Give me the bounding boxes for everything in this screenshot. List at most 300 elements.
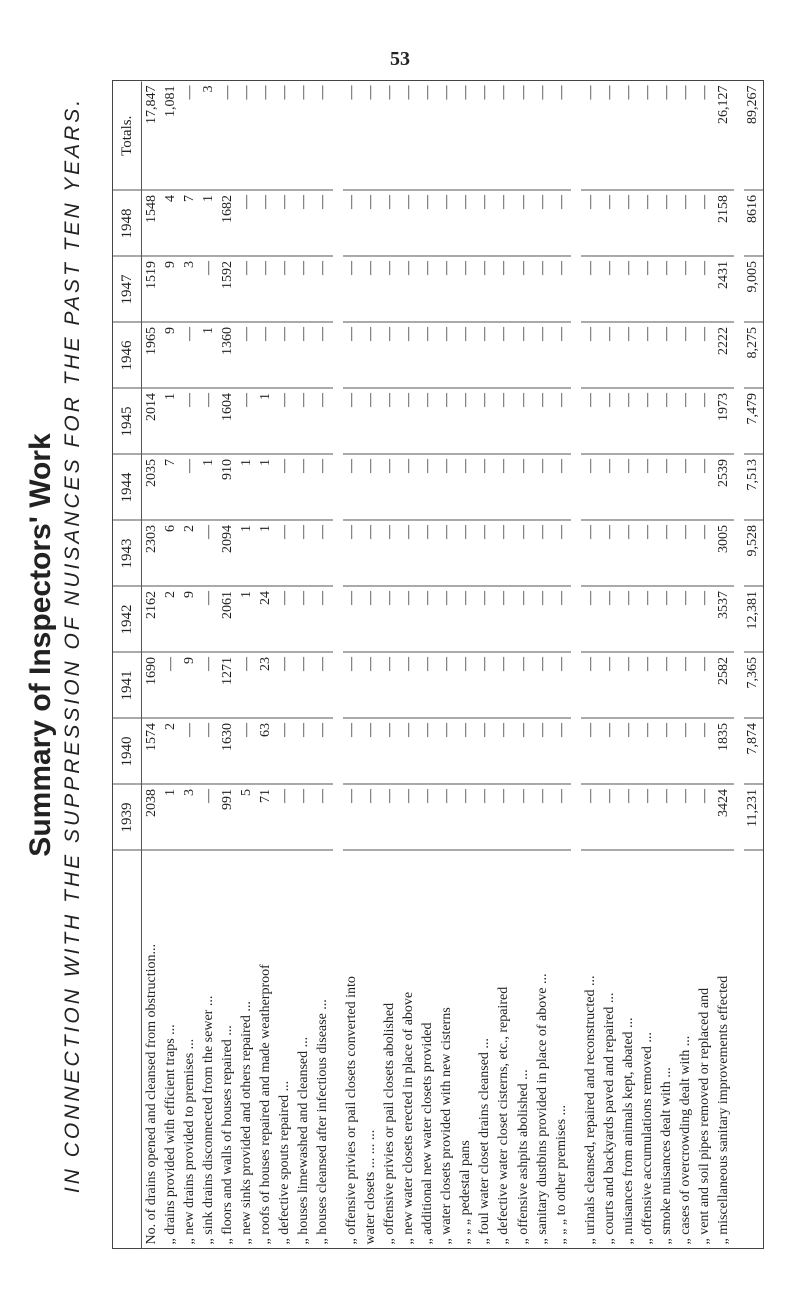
table-cell: — bbox=[161, 652, 180, 718]
table-body bbox=[142, 81, 764, 1248]
table-cell: — bbox=[362, 652, 381, 718]
table-cell: 2162 bbox=[142, 586, 162, 652]
table-cell: — bbox=[275, 454, 294, 520]
table-cell: 2158 bbox=[714, 190, 733, 256]
table-cell: — bbox=[552, 652, 571, 718]
table-cell: 1574 bbox=[142, 718, 162, 784]
table-cell: 2222 bbox=[714, 322, 733, 388]
table-cell: — bbox=[180, 322, 199, 388]
table-cell: 8616 bbox=[744, 190, 763, 256]
table-row bbox=[142, 81, 162, 1248]
row-label: „ miscellaneous sanitary improvements effected bbox=[715, 975, 731, 1244]
table-cell: — bbox=[552, 784, 571, 850]
header-year: 1942 bbox=[113, 586, 142, 652]
table-row bbox=[695, 81, 714, 1248]
table-cell: 1519 bbox=[142, 256, 162, 322]
table-row bbox=[161, 81, 180, 1248]
table-cell: — bbox=[294, 784, 313, 850]
table-cell: — bbox=[514, 652, 533, 718]
table-cell: — bbox=[619, 520, 638, 586]
table-cell: — bbox=[419, 81, 438, 190]
table-cell: — bbox=[294, 586, 313, 652]
table-cell: — bbox=[600, 784, 619, 850]
table-cell: — bbox=[343, 784, 362, 850]
table-row bbox=[237, 81, 256, 1248]
table-cell: — bbox=[343, 454, 362, 520]
page-title: Summary of Inspectors' Work bbox=[24, 433, 57, 857]
table-cell: 3 bbox=[199, 81, 218, 190]
row-label: „ smoke nuisances dealt with ... bbox=[658, 1066, 674, 1244]
table-cell: — bbox=[457, 190, 476, 256]
table-cell: 2539 bbox=[714, 454, 733, 520]
table-cell: — bbox=[695, 190, 714, 256]
table-row bbox=[744, 81, 763, 1248]
table-row bbox=[400, 81, 419, 1248]
table-cell: — bbox=[676, 190, 695, 256]
row-label: „ „ „ pedestal pans bbox=[458, 1139, 474, 1244]
table-cell: — bbox=[438, 718, 457, 784]
table-cell: — bbox=[400, 784, 419, 850]
table-cell: 2431 bbox=[714, 256, 733, 322]
table-cell: — bbox=[381, 454, 400, 520]
table-cell: 2038 bbox=[142, 784, 162, 850]
row-label: „ defective water closet cisterns, etc., repaired bbox=[496, 986, 512, 1244]
table-cell: 26,127 bbox=[714, 81, 733, 190]
table-cell: — bbox=[362, 322, 381, 388]
table-cell: — bbox=[495, 718, 514, 784]
table-cell: — bbox=[638, 190, 657, 256]
table-cell: — bbox=[657, 520, 676, 586]
table-cell: — bbox=[180, 718, 199, 784]
table-cell: 7,513 bbox=[744, 454, 763, 520]
table-cell: — bbox=[400, 520, 419, 586]
table-cell: — bbox=[419, 322, 438, 388]
table-cell: 910 bbox=[218, 454, 237, 520]
table-cell: 7 bbox=[180, 190, 199, 256]
table-cell: — bbox=[314, 81, 333, 190]
header-year: 1941 bbox=[113, 652, 142, 718]
summary-table-frame bbox=[112, 80, 764, 1249]
table-row bbox=[714, 81, 733, 1248]
row-label: „ new water closets erected in place of above bbox=[401, 991, 417, 1244]
table-cell: — bbox=[457, 322, 476, 388]
table-cell: 2 bbox=[161, 718, 180, 784]
table-cell: — bbox=[294, 520, 313, 586]
table-cell: — bbox=[362, 520, 381, 586]
row-label: „ drains provided with efficient traps ... bbox=[162, 1023, 178, 1244]
spacer-cell bbox=[571, 81, 581, 1248]
table-cell: 24 bbox=[256, 586, 275, 652]
table-cell: — bbox=[581, 454, 600, 520]
table-cell: — bbox=[552, 586, 571, 652]
table-row bbox=[438, 81, 457, 1248]
table-cell: 1271 bbox=[218, 652, 237, 718]
table-cell: — bbox=[381, 586, 400, 652]
table-cell: — bbox=[514, 322, 533, 388]
header-year: 1945 bbox=[113, 388, 142, 454]
table-cell: — bbox=[638, 454, 657, 520]
table-cell: 8,275 bbox=[744, 322, 763, 388]
table-cell: — bbox=[514, 784, 533, 850]
table-cell: 1 bbox=[237, 586, 256, 652]
header-totals: Totals. bbox=[113, 81, 142, 190]
table-cell: — bbox=[676, 652, 695, 718]
table-cell: — bbox=[619, 81, 638, 190]
spacer-cell bbox=[734, 81, 744, 1248]
table-cell: — bbox=[400, 81, 419, 190]
table-cell: 12,381 bbox=[744, 586, 763, 652]
summary-table-rotated bbox=[113, 81, 763, 1248]
table-cell: — bbox=[343, 388, 362, 454]
table-cell: — bbox=[314, 190, 333, 256]
table-cell: — bbox=[180, 388, 199, 454]
row-label: „ cases of overcrowding dealt with ... bbox=[677, 1035, 693, 1244]
table-row bbox=[199, 81, 218, 1248]
table-cell: 9,005 bbox=[744, 256, 763, 322]
table-row bbox=[180, 81, 199, 1248]
table-cell: — bbox=[314, 322, 333, 388]
row-label: „ offensive ashpits abolished ... bbox=[515, 1068, 531, 1244]
table-cell: — bbox=[457, 520, 476, 586]
row-label: „ offensive privies or pail closets converted into bbox=[344, 975, 360, 1244]
table-cell: — bbox=[400, 454, 419, 520]
table-cell: — bbox=[619, 652, 638, 718]
table-cell: — bbox=[199, 652, 218, 718]
table-cell: — bbox=[676, 454, 695, 520]
table-cell: — bbox=[256, 322, 275, 388]
table-cell: — bbox=[552, 256, 571, 322]
table-cell: — bbox=[400, 190, 419, 256]
table-cell: — bbox=[438, 256, 457, 322]
table-cell: — bbox=[343, 586, 362, 652]
table-cell: — bbox=[533, 718, 552, 784]
table-cell: — bbox=[495, 652, 514, 718]
table-cell: — bbox=[180, 454, 199, 520]
table-cell: 3005 bbox=[714, 520, 733, 586]
table-cell: — bbox=[343, 322, 362, 388]
table-cell: — bbox=[275, 520, 294, 586]
table-cell: 7,479 bbox=[744, 388, 763, 454]
table-row bbox=[600, 81, 619, 1248]
table-cell: — bbox=[457, 652, 476, 718]
table-cell: 1690 bbox=[142, 652, 162, 718]
table-cell: — bbox=[533, 784, 552, 850]
table-cell: — bbox=[676, 81, 695, 190]
table-cell: — bbox=[619, 454, 638, 520]
table-cell: — bbox=[256, 190, 275, 256]
table-cell: — bbox=[676, 586, 695, 652]
table-cell: 2094 bbox=[218, 520, 237, 586]
table-cell: — bbox=[362, 718, 381, 784]
table-cell: 2061 bbox=[218, 586, 237, 652]
header-year: 1943 bbox=[113, 520, 142, 586]
table-cell: — bbox=[294, 190, 313, 256]
table-cell: 3 bbox=[180, 784, 199, 850]
table-cell: — bbox=[362, 388, 381, 454]
table-cell: — bbox=[695, 322, 714, 388]
table-cell: 1 bbox=[256, 454, 275, 520]
row-label: „ houses limewashed and cleansed ... bbox=[296, 1036, 311, 1244]
table-cell: 9 bbox=[161, 322, 180, 388]
table-cell: — bbox=[581, 256, 600, 322]
table-cell: — bbox=[495, 322, 514, 388]
table-cell: 9 bbox=[161, 256, 180, 322]
table-cell: — bbox=[381, 388, 400, 454]
table-cell: — bbox=[275, 388, 294, 454]
table-cell: — bbox=[581, 322, 600, 388]
table-cell: — bbox=[600, 586, 619, 652]
table-cell: — bbox=[438, 652, 457, 718]
table-cell: — bbox=[400, 718, 419, 784]
table-cell: — bbox=[533, 190, 552, 256]
table-cell: — bbox=[533, 586, 552, 652]
table-cell: — bbox=[294, 388, 313, 454]
table-cell: — bbox=[419, 256, 438, 322]
header-year: 1947 bbox=[113, 256, 142, 322]
table-cell: — bbox=[695, 718, 714, 784]
row-label: „ nuisances from animals kept, abated ... bbox=[620, 1016, 636, 1244]
table-cell: — bbox=[514, 520, 533, 586]
table-cell: 1360 bbox=[218, 322, 237, 388]
table-cell: — bbox=[495, 784, 514, 850]
table-cell: — bbox=[362, 586, 381, 652]
row-label: „ sink drains disconnected from the sewer ... bbox=[200, 995, 216, 1244]
table-cell: — bbox=[381, 322, 400, 388]
table-cell: 7 bbox=[161, 454, 180, 520]
table-cell: 89,267 bbox=[744, 81, 763, 190]
table-cell: — bbox=[533, 81, 552, 190]
table-cell: — bbox=[581, 520, 600, 586]
table-cell: — bbox=[237, 190, 256, 256]
table-cell: — bbox=[438, 586, 457, 652]
table-cell: 1682 bbox=[218, 190, 237, 256]
table-cell: — bbox=[552, 454, 571, 520]
table-cell: — bbox=[581, 586, 600, 652]
table-cell: 1 bbox=[256, 520, 275, 586]
table-cell: — bbox=[362, 81, 381, 190]
table-row bbox=[362, 81, 381, 1248]
table-cell: — bbox=[218, 81, 237, 190]
table-cell: 1 bbox=[161, 388, 180, 454]
row-label: „ offensive accumulations removed ... bbox=[639, 1031, 655, 1244]
table-cell: — bbox=[419, 586, 438, 652]
table-cell: — bbox=[533, 322, 552, 388]
table-cell: — bbox=[476, 784, 495, 850]
table-cell: — bbox=[294, 81, 313, 190]
table-cell: — bbox=[438, 190, 457, 256]
table-cell: — bbox=[600, 190, 619, 256]
table-cell: — bbox=[695, 454, 714, 520]
table-cell: — bbox=[199, 388, 218, 454]
row-label: „ urinals cleansed, repaired and reconstructed ... bbox=[582, 975, 598, 1244]
table-cell: — bbox=[199, 520, 218, 586]
table-cell: — bbox=[419, 190, 438, 256]
table-cell: — bbox=[294, 454, 313, 520]
table-cell: 7,365 bbox=[744, 652, 763, 718]
table-cell: — bbox=[476, 652, 495, 718]
table-cell: — bbox=[600, 520, 619, 586]
table-cell: — bbox=[343, 81, 362, 190]
row-label: „ water closets provided with new cisterns bbox=[439, 1006, 455, 1244]
table-cell: — bbox=[533, 520, 552, 586]
table-cell: 3537 bbox=[714, 586, 733, 652]
row-label: „ houses cleansed after infectious disease ... bbox=[315, 998, 331, 1244]
table-cell: — bbox=[695, 388, 714, 454]
table-cell: — bbox=[294, 652, 313, 718]
table-cell: — bbox=[314, 652, 333, 718]
table-row bbox=[619, 81, 638, 1248]
table-cell: 3 bbox=[180, 256, 199, 322]
table-cell: 2 bbox=[161, 586, 180, 652]
table-cell: — bbox=[457, 718, 476, 784]
table-cell: — bbox=[400, 586, 419, 652]
row-label bbox=[744, 850, 763, 1248]
table-cell: — bbox=[199, 256, 218, 322]
table-cell: 1630 bbox=[218, 718, 237, 784]
row-label: water closets ... ... ... bbox=[363, 1129, 379, 1244]
table-cell: — bbox=[400, 652, 419, 718]
table-cell: — bbox=[657, 718, 676, 784]
table-cell: — bbox=[400, 256, 419, 322]
header-year: 1948 bbox=[113, 190, 142, 256]
table-cell: — bbox=[381, 190, 400, 256]
page-number: 53 bbox=[390, 48, 410, 70]
table-cell: — bbox=[476, 586, 495, 652]
table-cell: — bbox=[676, 256, 695, 322]
table-cell: — bbox=[695, 784, 714, 850]
table-cell: — bbox=[476, 388, 495, 454]
table-cell: — bbox=[552, 322, 571, 388]
table-cell: — bbox=[495, 190, 514, 256]
table-cell: — bbox=[237, 256, 256, 322]
table-row bbox=[581, 81, 600, 1248]
table-cell: — bbox=[676, 520, 695, 586]
table-cell: — bbox=[237, 322, 256, 388]
table-cell: — bbox=[619, 256, 638, 322]
table-row bbox=[476, 81, 495, 1248]
header-year: 1939 bbox=[113, 784, 142, 850]
table-cell: 1 bbox=[237, 520, 256, 586]
table-cell: — bbox=[400, 388, 419, 454]
table-cell: — bbox=[657, 388, 676, 454]
table-cell: — bbox=[495, 454, 514, 520]
table-cell: — bbox=[343, 256, 362, 322]
table-cell: — bbox=[638, 520, 657, 586]
header-year: 1940 bbox=[113, 718, 142, 784]
table-row bbox=[275, 81, 294, 1248]
table-cell: — bbox=[199, 718, 218, 784]
row-label: „ vent and soil pipes removed or replaced and bbox=[696, 987, 712, 1244]
table-cell: — bbox=[294, 718, 313, 784]
table-cell: 1 bbox=[199, 454, 218, 520]
table-cell: — bbox=[657, 256, 676, 322]
table-cell: — bbox=[343, 190, 362, 256]
table-cell: — bbox=[619, 190, 638, 256]
table-cell: 6 bbox=[161, 520, 180, 586]
table-cell: — bbox=[581, 190, 600, 256]
table-cell: — bbox=[275, 718, 294, 784]
table-cell: 71 bbox=[256, 784, 275, 850]
table-cell: 9,528 bbox=[744, 520, 763, 586]
table-cell: 3424 bbox=[714, 784, 733, 850]
table-cell: — bbox=[638, 388, 657, 454]
table-cell: — bbox=[533, 256, 552, 322]
table-cell: — bbox=[199, 586, 218, 652]
table-row bbox=[294, 81, 313, 1248]
table-cell: — bbox=[457, 256, 476, 322]
table-cell: — bbox=[438, 520, 457, 586]
table-cell: — bbox=[619, 586, 638, 652]
table-cell: — bbox=[419, 718, 438, 784]
table-cell: — bbox=[381, 520, 400, 586]
row-label: „ floors and walls of houses repaired ... bbox=[219, 1024, 235, 1244]
table-cell: — bbox=[400, 322, 419, 388]
table-cell: — bbox=[619, 718, 638, 784]
table-cell: 1604 bbox=[218, 388, 237, 454]
table-cell: 2014 bbox=[142, 388, 162, 454]
table-cell: — bbox=[476, 256, 495, 322]
table-cell: 1592 bbox=[218, 256, 237, 322]
table-cell: — bbox=[552, 520, 571, 586]
table-cell: — bbox=[514, 718, 533, 784]
table-cell: — bbox=[619, 784, 638, 850]
table-cell: — bbox=[581, 81, 600, 190]
table-cell: — bbox=[476, 322, 495, 388]
table-cell: — bbox=[438, 322, 457, 388]
table-cell: — bbox=[180, 81, 199, 190]
table-cell: — bbox=[294, 256, 313, 322]
table-cell: — bbox=[457, 388, 476, 454]
row-label: „ additional new water closets provided bbox=[420, 1022, 436, 1244]
table-cell: 1 bbox=[199, 322, 218, 388]
table-cell: — bbox=[476, 718, 495, 784]
row-label: „ offensive privies or pail closets abolished bbox=[382, 1002, 398, 1244]
table-cell: — bbox=[514, 190, 533, 256]
table-cell: — bbox=[695, 586, 714, 652]
table-cell: — bbox=[275, 322, 294, 388]
table-cell: — bbox=[457, 784, 476, 850]
table-cell: 1,081 bbox=[161, 81, 180, 190]
table-cell: — bbox=[438, 784, 457, 850]
table-row bbox=[657, 81, 676, 1248]
row-label: „ sanitary dustbins provided in place of above ... bbox=[534, 973, 550, 1244]
table-cell: — bbox=[619, 388, 638, 454]
table-cell: — bbox=[657, 586, 676, 652]
table-cell: 991 bbox=[218, 784, 237, 850]
table-cell: — bbox=[457, 454, 476, 520]
table-row bbox=[533, 81, 552, 1248]
group-spacer bbox=[734, 81, 744, 1248]
header-row bbox=[113, 81, 142, 1248]
table-cell: — bbox=[600, 718, 619, 784]
table-cell: 1 bbox=[237, 454, 256, 520]
table-row bbox=[343, 81, 362, 1248]
table-cell: 2582 bbox=[714, 652, 733, 718]
table-cell: 11,231 bbox=[744, 784, 763, 850]
row-label: „ „ „ to other premises ... bbox=[553, 1104, 569, 1244]
table-cell: 1 bbox=[161, 784, 180, 850]
table-cell: — bbox=[495, 520, 514, 586]
table-row bbox=[218, 81, 237, 1248]
table-cell: — bbox=[314, 454, 333, 520]
table-cell: 2035 bbox=[142, 454, 162, 520]
header-year: 1946 bbox=[113, 322, 142, 388]
table-cell: — bbox=[695, 652, 714, 718]
header-label-col bbox=[113, 850, 142, 1248]
table-cell: 9 bbox=[180, 652, 199, 718]
table-cell: — bbox=[419, 784, 438, 850]
group-spacer bbox=[571, 81, 581, 1248]
